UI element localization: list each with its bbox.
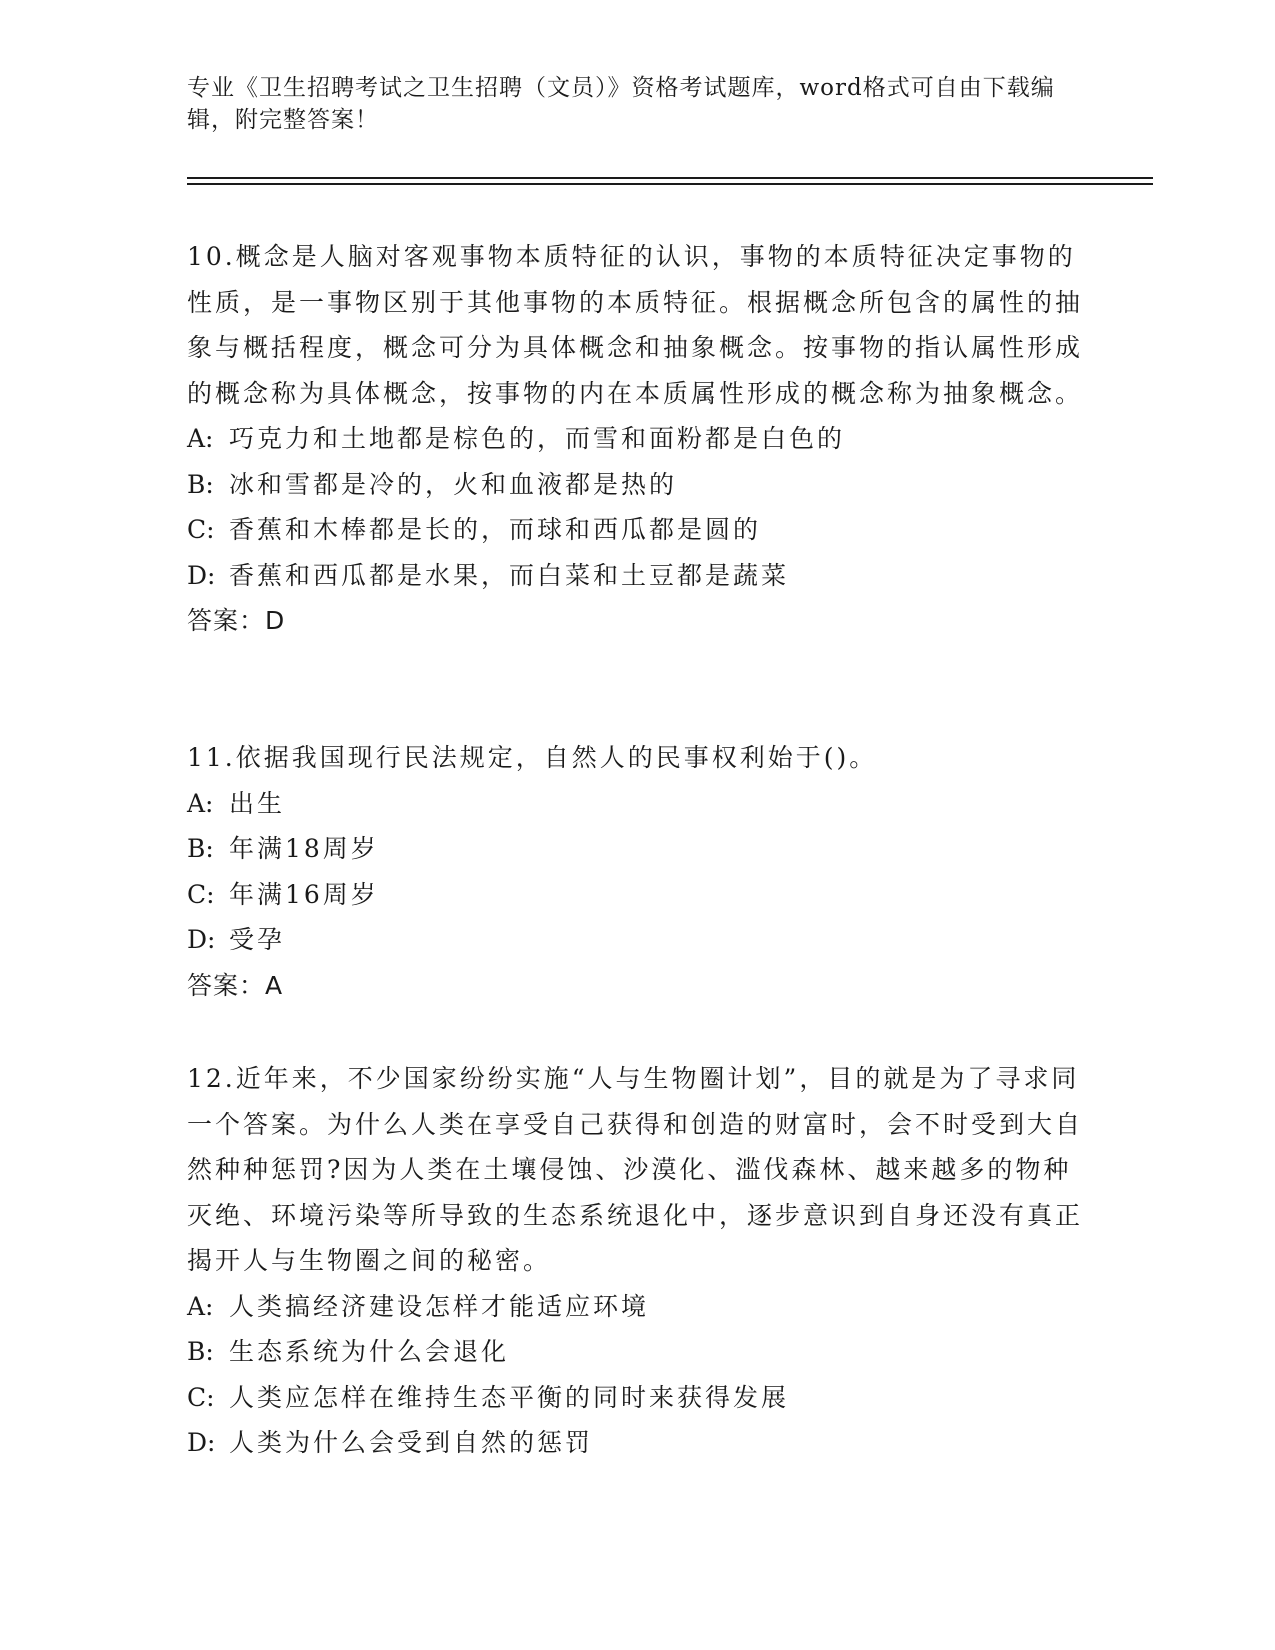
option-d xyxy=(187,1420,1087,1466)
option-letter: D: xyxy=(187,925,216,954)
option-letter: B: xyxy=(187,469,214,499)
option-a xyxy=(187,416,1087,462)
option-c xyxy=(187,872,1087,918)
option-text: 人类搞经济建设怎样才能适应环境 xyxy=(229,1291,650,1321)
option-letter: C: xyxy=(187,515,215,544)
answer-line: 答案：A xyxy=(187,970,284,1000)
option-b xyxy=(187,1329,1087,1375)
header-divider-top xyxy=(187,177,1153,179)
option-letter: C: xyxy=(187,1382,215,1412)
option-letter: A: xyxy=(187,788,214,818)
option-b xyxy=(187,826,1087,872)
option-letter: A: xyxy=(187,424,214,453)
option-text: 年满16周岁 xyxy=(229,879,379,909)
option-letter: C: xyxy=(187,879,215,909)
option-text: 受孕 xyxy=(229,925,286,954)
question-stem: 10.概念是人脑对客观事物本质特征的认识，事物的本质特征决定事物的性质，是一事物区别于其他事物的本质特征。根据概念所包含的属性的抽象与概括程度，概念可分为具体概念和抽象概念。按事物的指认属性形成的概念称为具体概念，按事物的内在本质属性形成的概念称为抽象概念。 xyxy=(187,242,1084,408)
option-c xyxy=(187,1375,1087,1421)
document-header: 专业《卫生招聘考试之卫生招聘（文员）》资格考试题库，word格式可自由下载编辑，附完整答案！ xyxy=(187,75,1055,133)
header-divider-bottom xyxy=(187,183,1153,185)
option-d xyxy=(187,917,1087,963)
option-text: 冰和雪都是冷的，火和血液都是热的 xyxy=(229,469,678,499)
option-text: 香蕉和西瓜都是水果，而白菜和土豆都是蔬菜 xyxy=(229,560,790,590)
option-text: 出生 xyxy=(229,788,286,818)
option-text: 生态系统为什么会退化 xyxy=(229,1337,510,1366)
option-a xyxy=(187,781,1087,827)
option-text: 人类应怎样在维持生态平衡的同时来获得发展 xyxy=(229,1382,790,1412)
question-11 xyxy=(187,735,1087,1008)
question-10 xyxy=(187,234,1087,644)
option-letter: D: xyxy=(187,1428,216,1457)
option-a xyxy=(187,1284,1087,1330)
option-text: 人类为什么会受到自然的惩罚 xyxy=(229,1428,594,1457)
option-text: 香蕉和木棒都是长的，而球和西瓜都是圆的 xyxy=(229,515,762,544)
question-stem: 11.依据我国现行民法规定，自然人的民事权利始于()。 xyxy=(187,743,878,772)
question-stem: 12.近年来，不少国家纷纷实施“人与生物圈计划”，目的就是为了寻求同一个答案。为什么人类在享受自己获得和创造的财富时，会不时受到大自然种种惩罚?因为人类在土壤侵蚀、沙漠化、滥伐森林、越来越多的物种灭绝、环境污染等所导致的生态系统退化中，逐步意识到自身还没有真正揭开人与生物圈之间的秘密。 xyxy=(187,1064,1084,1275)
option-b xyxy=(187,462,1087,508)
option-letter: A: xyxy=(187,1291,214,1321)
option-text: 巧克力和土地都是棕色的，而雪和面粉都是白色的 xyxy=(229,424,846,453)
option-c xyxy=(187,507,1087,553)
option-text: 年满18周岁 xyxy=(229,834,379,863)
answer-line: 答案：D xyxy=(187,606,286,635)
option-d xyxy=(187,553,1087,599)
option-letter: B: xyxy=(187,834,214,863)
question-12 xyxy=(187,1056,1087,1466)
option-letter: B: xyxy=(187,1337,214,1366)
option-letter: D: xyxy=(187,560,216,590)
